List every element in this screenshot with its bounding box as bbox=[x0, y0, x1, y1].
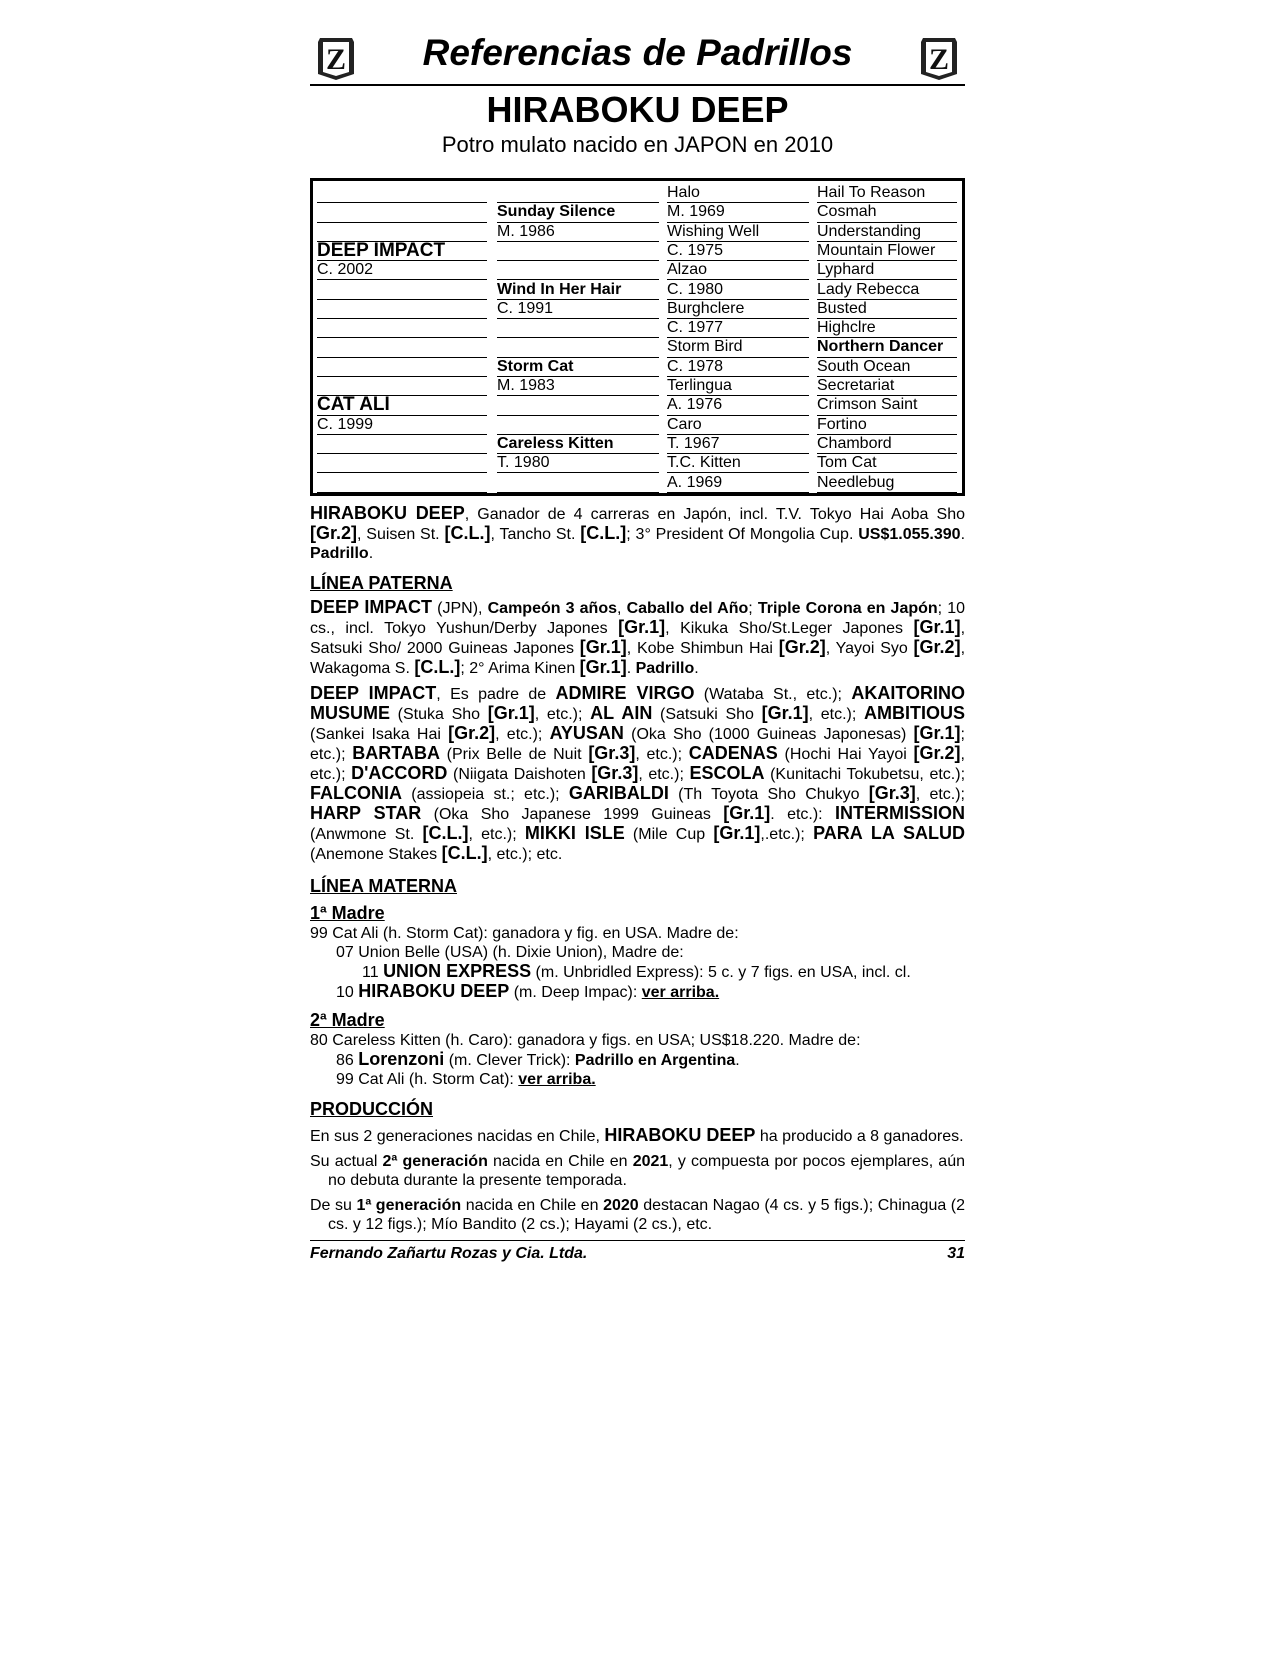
section-heading-materna: LÍNEA MATERNA bbox=[310, 876, 457, 896]
body-text: (Anemone Stakes bbox=[310, 846, 442, 863]
padrillo-label: Padrillo bbox=[310, 545, 369, 562]
sire-text: . bbox=[694, 660, 699, 677]
body-text: (Stuka Sho bbox=[390, 706, 488, 723]
pedigree-cell: CAT ALI bbox=[317, 395, 487, 415]
pedigree-cell: Careless Kitten bbox=[497, 434, 659, 454]
pedigree-cell bbox=[317, 337, 487, 357]
production-text: , y compuesta por pocos ejemplares, aún no debuta durante la presente temporada. bbox=[328, 1153, 966, 1189]
body-text: , Es padre de bbox=[436, 686, 556, 703]
pedigree-cell: Chambord bbox=[817, 434, 957, 454]
highlight-text: FALCONIA bbox=[310, 783, 402, 803]
sire-text: , Wakagoma S. bbox=[310, 640, 966, 677]
intro-text: . bbox=[960, 526, 966, 543]
highlight-text: AYUSAN bbox=[549, 723, 624, 743]
pedigree-cell: T. 1980 bbox=[497, 453, 659, 473]
sire-title: Triple Corona en Japón bbox=[757, 600, 938, 617]
body-text: (Wataba St., etc.); bbox=[694, 686, 852, 703]
highlight-text: [Gr.3] bbox=[868, 783, 916, 803]
production-text: destacan Nagao (4 cs. y 5 figs.); Chinagua (2 cs. y 12 figs.); Mío Bandito (2 cs.); Hayami (2 cs.), etc. bbox=[328, 1197, 965, 1233]
horse-name: HIRABOKU DEEP bbox=[486, 89, 789, 130]
pedigree-row bbox=[317, 395, 958, 414]
highlight-text: DEEP IMPACT bbox=[310, 683, 437, 703]
highlight-text: [C.L.] bbox=[441, 843, 488, 863]
see-above-link: ver arriba. bbox=[641, 984, 720, 1001]
highlight-text: [Gr.1] bbox=[913, 723, 961, 743]
pedigree-row bbox=[317, 473, 958, 492]
pedigree-row bbox=[317, 222, 958, 241]
pedigree-cell: Busted bbox=[817, 299, 957, 319]
pedigree-cell bbox=[497, 241, 659, 261]
pedigree-cell: Sunday Silence bbox=[497, 202, 659, 222]
year-label: 86 bbox=[336, 1052, 359, 1069]
production-text: En sus 2 generaciones nacidas en Chile, bbox=[310, 1128, 605, 1145]
sire-text: , bbox=[617, 600, 627, 617]
pedigree-cell: Needlebug bbox=[817, 473, 957, 493]
pedigree-cell: T.C. Kitten bbox=[667, 453, 809, 473]
pedigree-cell: Northern Dancer bbox=[817, 337, 957, 357]
sire-paragraph-2 bbox=[310, 684, 965, 864]
pedigree-cell: A. 1976 bbox=[667, 395, 809, 415]
pedigree-cell bbox=[317, 222, 487, 242]
offspring-text: (m. Deep Impac): bbox=[509, 984, 642, 1001]
pedigree-cell: C. 1999 bbox=[317, 415, 487, 435]
body-text: (Th Toyota Sho Chukyo bbox=[668, 786, 869, 803]
offspring-name: HIRABOKU DEEP bbox=[358, 981, 510, 1001]
dam1-line bbox=[310, 982, 965, 1002]
page-header bbox=[310, 30, 965, 86]
body-text: , etc.); bbox=[534, 706, 591, 723]
brand-logo-icon bbox=[917, 34, 961, 82]
grade-label: [Gr.1] bbox=[579, 637, 627, 657]
offspring-text: (m. Unbridled Express): 5 c. y 7 figs. en USA, incl. cl. bbox=[531, 964, 911, 981]
intro-horse-name: HIRABOKU DEEP bbox=[310, 503, 465, 523]
pedigree-cell bbox=[317, 202, 487, 222]
pedigree-cell bbox=[317, 453, 487, 473]
body-text: (Anwmone St. bbox=[310, 826, 423, 843]
dam1-title: 1ª Madre bbox=[310, 903, 385, 923]
document-page bbox=[310, 30, 965, 1234]
pedigree-cell: Highclre bbox=[817, 318, 957, 338]
pedigree-cell bbox=[497, 183, 659, 203]
highlight-text: GARIBALDI bbox=[568, 783, 669, 803]
sire-text: . bbox=[626, 660, 636, 677]
sire-text: , Satsuki Sho/ 2000 Guineas Japones bbox=[310, 620, 966, 657]
highlight-text: [Gr.1] bbox=[723, 803, 771, 823]
pedigree-cell: M. 1969 bbox=[667, 202, 809, 222]
grade-label: [C.L.] bbox=[444, 523, 491, 543]
highlight-text: [Gr.1] bbox=[761, 703, 809, 723]
horse-subtitle: Potro mulato nacido en JAPON en 2010 bbox=[441, 132, 834, 157]
pedigree-cell bbox=[497, 337, 659, 357]
pedigree-cell: A. 1969 bbox=[667, 473, 809, 493]
pedigree-cell: C. 1991 bbox=[497, 299, 659, 319]
body-text: (Niigata Daishoten bbox=[447, 766, 592, 783]
pedigree-cell: Crimson Saint bbox=[817, 395, 957, 415]
dam2-line bbox=[310, 1050, 965, 1070]
production-paragraph bbox=[310, 1152, 965, 1190]
body-text: (Satsuki Sho bbox=[652, 706, 762, 723]
year-label: 11 bbox=[362, 964, 384, 981]
pedigree-row bbox=[317, 260, 958, 279]
pedigree-cell: Lady Rebecca bbox=[817, 280, 957, 300]
pedigree-cell bbox=[317, 318, 487, 338]
highlight-text: [Gr.1] bbox=[713, 823, 761, 843]
intro-text: , Suisen St. bbox=[357, 526, 445, 543]
pedigree-cell: Hail To Reason bbox=[817, 183, 957, 203]
pedigree-cell: Caro bbox=[667, 415, 809, 435]
section-heading-produccion: PRODUCCIÓN bbox=[310, 1099, 434, 1119]
body-text: , etc.); bbox=[468, 826, 525, 843]
pedigree-cell: Cosmah bbox=[817, 202, 957, 222]
body-text: , etc.); bbox=[638, 766, 690, 783]
production-text: nacida en Chile en bbox=[461, 1197, 604, 1214]
offspring-text: . bbox=[735, 1052, 740, 1069]
highlight-text: HARP STAR bbox=[310, 803, 422, 823]
pedigree-row bbox=[317, 241, 958, 260]
dam2-line: 80 Careless Kitten (h. Caro): ganadora y figs. en USA; US$18.220. Madre de: bbox=[310, 1032, 861, 1049]
highlight-text: [Gr.1] bbox=[487, 703, 535, 723]
highlight-text: [Gr.2] bbox=[913, 743, 961, 763]
grade-label: [Gr.1] bbox=[579, 657, 627, 677]
sire-text: ; 2° Arima Kinen bbox=[460, 660, 580, 677]
pedigree-cell: Wishing Well bbox=[667, 222, 809, 242]
pedigree-cell: Terlingua bbox=[667, 376, 809, 396]
grade-label: [Gr.2] bbox=[310, 523, 358, 543]
body-text: , etc.); etc. bbox=[487, 846, 563, 863]
offspring-name: Lorenzoni bbox=[358, 1049, 445, 1069]
highlight-text: [Gr.3] bbox=[591, 763, 639, 783]
pedigree-cell: C. 1975 bbox=[667, 241, 809, 261]
section-heading-paterna: LÍNEA PATERNA bbox=[310, 573, 453, 593]
highlight-text: ESCOLA bbox=[689, 763, 765, 783]
pedigree-cell: Storm Bird bbox=[667, 337, 809, 357]
pedigree-row bbox=[317, 299, 958, 318]
highlight-text: AMBITIOUS bbox=[864, 703, 965, 723]
offspring-name: UNION EXPRESS bbox=[383, 961, 532, 981]
offspring-text: 99 Cat Ali (h. Storm Cat): bbox=[336, 1071, 519, 1088]
sire-text: (JPN), bbox=[432, 600, 488, 617]
production-text: nacida en Chile en bbox=[487, 1153, 633, 1170]
sire-name: DEEP IMPACT bbox=[310, 597, 433, 617]
pedigree-cell bbox=[317, 280, 487, 300]
pedigree-cell: Wind In Her Hair bbox=[497, 280, 659, 300]
dam2-title: 2ª Madre bbox=[310, 1010, 385, 1030]
pedigree-cell: Alzao bbox=[667, 260, 809, 280]
pedigree-cell: C. 1978 bbox=[667, 357, 809, 377]
pedigree-cell bbox=[497, 318, 659, 338]
pedigree-cell: M. 1986 bbox=[497, 222, 659, 242]
pedigree-cell: Fortino bbox=[817, 415, 957, 435]
intro-text: , Tancho St. bbox=[490, 526, 581, 543]
pedigree-row bbox=[317, 183, 958, 202]
pedigree-row bbox=[317, 434, 958, 453]
body-text: , etc.); bbox=[808, 706, 864, 723]
highlight-text: MIKKI ISLE bbox=[524, 823, 625, 843]
highlight-text: [C.L.] bbox=[422, 823, 469, 843]
grade-label: [Gr.1] bbox=[618, 617, 666, 637]
highlight-text: AL AIN bbox=[590, 703, 653, 723]
body-text: (Sankei Isaka Hai bbox=[310, 726, 449, 743]
highlight-text: [Gr.2] bbox=[448, 723, 496, 743]
pedigree-row bbox=[317, 415, 958, 434]
pedigree-cell bbox=[317, 183, 487, 203]
year-label: 10 bbox=[336, 984, 359, 1001]
grade-label: [Gr.1] bbox=[913, 617, 961, 637]
sire-text: , Yayoi Syo bbox=[825, 640, 914, 657]
pedigree-cell bbox=[317, 299, 487, 319]
highlight-text: CADENAS bbox=[688, 743, 778, 763]
pedigree-row bbox=[317, 280, 958, 299]
pedigree-row bbox=[317, 453, 958, 472]
pedigree-cell: Lyphard bbox=[817, 260, 957, 280]
pedigree-cell: C. 2002 bbox=[317, 260, 487, 280]
body-text: (Hochi Hai Yayoi bbox=[777, 746, 914, 763]
pedigree-row bbox=[317, 357, 958, 376]
header-rule bbox=[310, 84, 965, 86]
sire-title: Campeón 3 años bbox=[487, 600, 617, 617]
production-paragraph bbox=[310, 1196, 965, 1234]
grade-label: [Gr.2] bbox=[778, 637, 826, 657]
pedigree-cell bbox=[317, 357, 487, 377]
page-footer bbox=[310, 1240, 965, 1263]
year-label: 2020 bbox=[603, 1197, 639, 1214]
highlight-text: AKAITORINO MUSUME bbox=[310, 683, 965, 723]
body-text: . etc.): bbox=[770, 806, 835, 823]
pedigree-cell: Secretariat bbox=[817, 376, 957, 396]
year-label: 2021 bbox=[632, 1153, 669, 1170]
sire-text: , Kikuka Sho/St.Leger Japones bbox=[665, 620, 914, 637]
pedigree-cell: Mountain Flower bbox=[817, 241, 957, 261]
grade-label: [C.L.] bbox=[414, 657, 461, 677]
page-number: 31 bbox=[947, 1245, 965, 1262]
pedigree-cell: Burghclere bbox=[667, 299, 809, 319]
highlight-text: ADMIRE VIRGO bbox=[555, 683, 695, 703]
svg-text:Z: Z bbox=[325, 43, 347, 76]
grade-label: [Gr.2] bbox=[913, 637, 961, 657]
body-text: (Mile Cup bbox=[624, 826, 714, 843]
svg-text:Z: Z bbox=[928, 43, 950, 76]
pedigree-cell bbox=[497, 260, 659, 280]
pedigree-cell: T. 1967 bbox=[667, 434, 809, 454]
page-header-title: Referencias de Padrillos bbox=[422, 32, 853, 73]
highlight-text: [Gr.3] bbox=[588, 743, 636, 763]
body-text: (Oka Sho Japanese 1999 Guineas bbox=[421, 806, 724, 823]
production-text: ha producido a 8 ganadores. bbox=[755, 1128, 964, 1145]
production-text: Su actual bbox=[310, 1153, 383, 1170]
pedigree-row bbox=[317, 318, 958, 337]
padrillo-label: Padrillo en Argentina bbox=[574, 1052, 736, 1069]
body-text: (Kunitachi Tokubetsu, etc.); bbox=[764, 766, 966, 783]
dam2-line bbox=[310, 1070, 965, 1089]
pedigree-row bbox=[317, 337, 958, 356]
pedigree-cell bbox=[317, 376, 487, 396]
pedigree-cell: Understanding bbox=[817, 222, 957, 242]
intro-paragraph bbox=[310, 504, 965, 563]
footer-company: Fernando Zañartu Rozas y Cia. Ltda. bbox=[310, 1245, 588, 1262]
pedigree-cell: Tom Cat bbox=[817, 453, 957, 473]
generation-label: 1ª generación bbox=[356, 1197, 462, 1214]
highlight-text: INTERMISSION bbox=[835, 803, 966, 823]
body-text: (Prix Belle de Nuit bbox=[439, 746, 589, 763]
pedigree-cell bbox=[317, 473, 487, 493]
pedigree-cell: C. 1980 bbox=[667, 280, 809, 300]
body-text: (Oka Sho (1000 Guineas Japonesas) bbox=[623, 726, 914, 743]
intro-text: ; 3° President Of Mongolia Cup. bbox=[626, 526, 859, 543]
dam1-line: 07 Union Belle (USA) (h. Dixie Union), Madre de: bbox=[336, 944, 684, 961]
pedigree-row bbox=[317, 202, 958, 221]
pedigree-cell bbox=[497, 473, 659, 493]
body-text: , etc.); bbox=[635, 746, 689, 763]
pedigree-cell: Halo bbox=[667, 183, 809, 203]
pedigree-table bbox=[310, 178, 965, 496]
intro-text: . bbox=[368, 545, 374, 562]
highlight-text: D'ACCORD bbox=[351, 763, 448, 783]
grade-label: [C.L.] bbox=[580, 523, 627, 543]
sire-text: , Kobe Shimbun Hai bbox=[626, 640, 779, 657]
pedigree-cell: M. 1983 bbox=[497, 376, 659, 396]
pedigree-cell bbox=[317, 434, 487, 454]
body-text: ; etc.); bbox=[310, 726, 965, 763]
body-text: (assiopeia st.; etc.); bbox=[402, 786, 569, 803]
sire-title: Caballo del Año bbox=[626, 600, 749, 617]
body-text: , etc.); bbox=[310, 746, 965, 783]
body-text: ,.etc.); bbox=[760, 826, 814, 843]
pedigree-cell: Storm Cat bbox=[497, 357, 659, 377]
offspring-text: (m. Clever Trick): bbox=[444, 1052, 575, 1069]
pedigree-cell bbox=[497, 395, 659, 415]
pedigree-cell: C. 1977 bbox=[667, 318, 809, 338]
pedigree-cell: South Ocean bbox=[817, 357, 957, 377]
generation-label: 2ª generación bbox=[382, 1153, 488, 1170]
intro-text: , Ganador de 4 carreras en Japón, incl. T.V. Tokyo Hai Aoba Sho bbox=[464, 506, 966, 523]
sire-paragraph-1 bbox=[310, 598, 965, 678]
highlight-text: BARTABA bbox=[352, 743, 440, 763]
pedigree-cell bbox=[497, 415, 659, 435]
horse-name-inline: HIRABOKU DEEP bbox=[604, 1125, 756, 1145]
production-paragraph bbox=[310, 1126, 965, 1146]
earnings: US$1.055.390 bbox=[858, 526, 961, 543]
dam1-line bbox=[310, 962, 965, 982]
padrillo-label: Padrillo bbox=[635, 660, 695, 677]
sire-text: ; bbox=[748, 600, 758, 617]
body-text: , etc.); bbox=[915, 786, 965, 803]
sire-text: ; 10 cs., incl. Tokyo Yushun/Derby Japones bbox=[310, 600, 966, 637]
see-above-link: ver arriba. bbox=[518, 1071, 596, 1088]
highlight-text: PARA LA SALUD bbox=[813, 823, 965, 843]
body-text: , etc.); bbox=[495, 726, 550, 743]
dam1-line: 99 Cat Ali (h. Storm Cat): ganadora y fig. en USA. Madre de: bbox=[310, 925, 739, 942]
pedigree-cell: DEEP IMPACT bbox=[317, 241, 487, 261]
production-text: De su bbox=[310, 1197, 357, 1214]
pedigree-row bbox=[317, 376, 958, 395]
